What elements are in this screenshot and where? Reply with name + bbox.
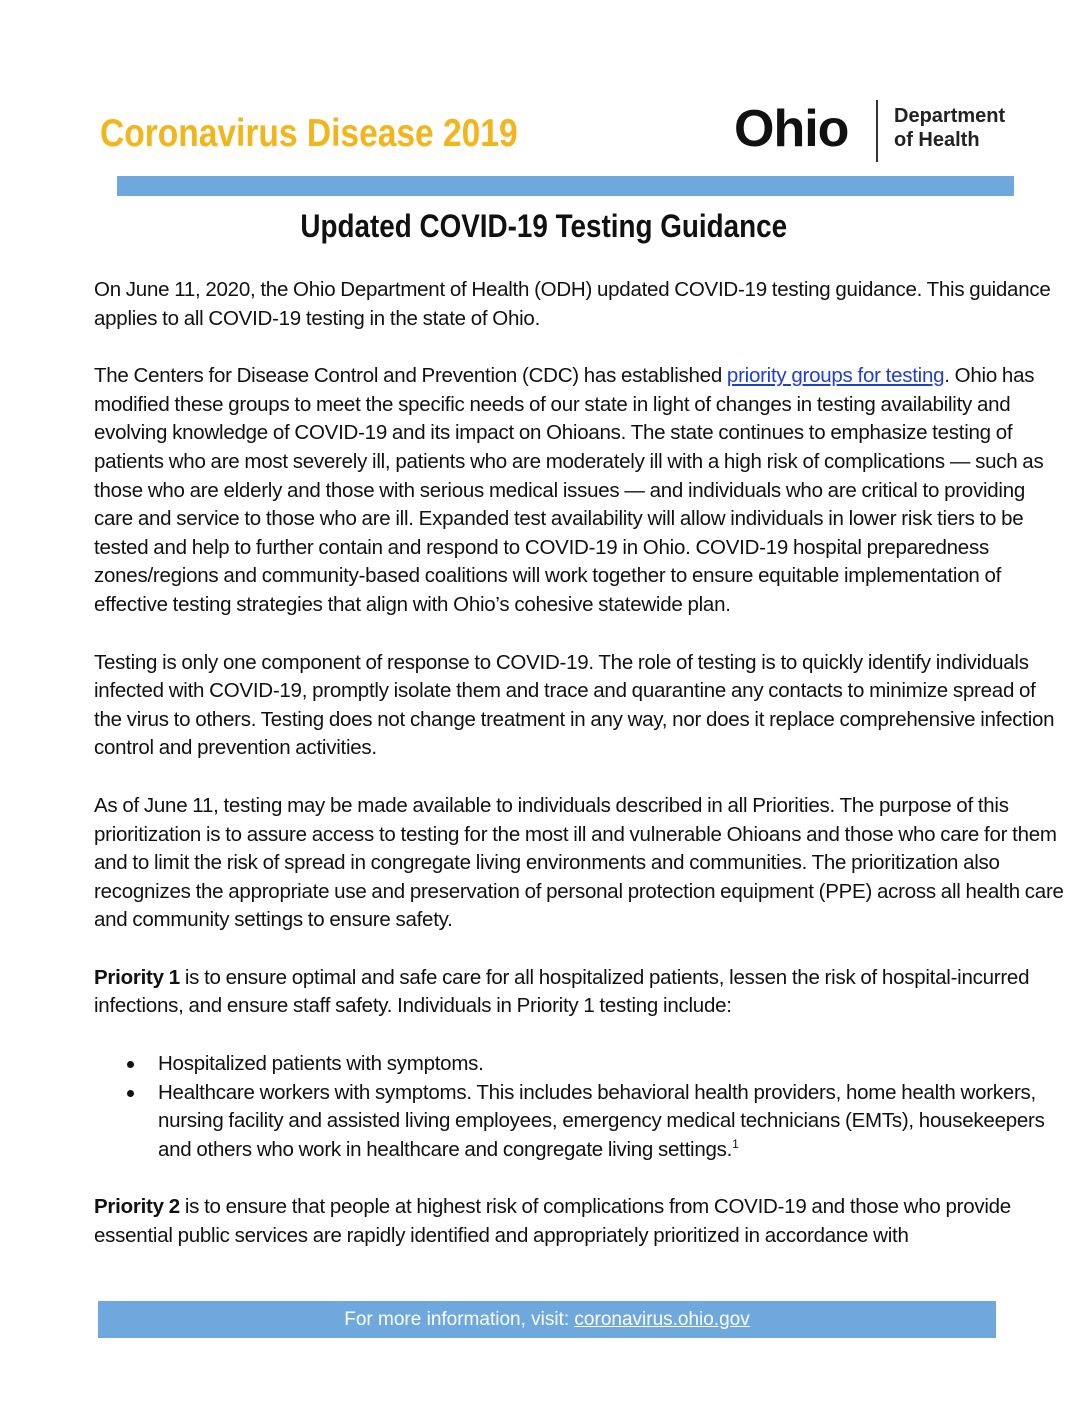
logo-dept-line1: Department	[894, 105, 1006, 127]
paragraph-prioritization: As of June 11, testing may be made available to individuals described in all Priorities. The purpose of this prioritization is to assure access to testing for the most ill and vulnerable Ohioans and those who care for them and to limit the risk of spread in congregate living environments and communities. The prioritization also recognizes the appropriate use and preservation of personal protection equipment (PPE) across all health care and community settings to ensure safety.	[94, 793, 1064, 932]
bullet-icon	[127, 1061, 134, 1068]
priority-groups-link[interactable]: priority groups for testing	[726, 364, 945, 388]
list-item	[94, 1079, 1064, 1165]
header-title: Coronavirus Disease 2019	[100, 112, 518, 155]
paragraph-cdc-text-start: The Centers for Disease Control and Prevention (CDC) has established	[94, 364, 727, 388]
paragraph-cdc	[94, 362, 1064, 619]
logo-divider	[876, 100, 878, 162]
list-item-text: Hospitalized patients with symptoms.	[158, 1052, 484, 1076]
document-title-text: Updated COVID-19 Testing Guidance	[300, 208, 788, 244]
logo-dept-line2: of Health	[894, 129, 980, 151]
priority-2-text: is to ensure that people at highest risk of complications from COVID-19 and those who provide essential public services are rapidly identified and appropriately prioritized in accordance with	[94, 1195, 1011, 1248]
paragraph-intro: On June 11, 2020, the Ohio Department of Health (ODH) updated COVID-19 testing guidance. This guidance applies to all COVID-19 testing in the state of Ohio.	[94, 278, 1051, 330]
paragraph-priority-2	[94, 1193, 1064, 1250]
list-item-text: Healthcare workers with symptoms. This includes behavioral health providers, home health workers, nursing facility and assisted living employees, emergency medical technicians (EMTs), housekeepers and others who work in healthcare and congregate living settings.	[158, 1080, 1045, 1161]
priority-2-label: Priority 2	[94, 1195, 180, 1219]
bullet-icon	[127, 1090, 134, 1097]
footer-bar	[98, 1301, 996, 1338]
priority-1-text: is to ensure optimal and safe care for all hospitalized patients, lessen the risk of hospital-incurred infections, and ensure staff safety. Individuals in Priority 1 testing include:	[94, 965, 1030, 1018]
priority-1-list	[94, 1050, 1064, 1164]
footer-website-link[interactable]: coronavirus.ohio.gov	[574, 1309, 750, 1330]
logo-wordmark: Ohio	[734, 100, 849, 158]
footer-text: For more information, visit:	[344, 1309, 575, 1330]
header-divider-bar	[117, 176, 1014, 196]
document-body	[94, 276, 1064, 1280]
priority-1-label: Priority 1	[94, 965, 180, 989]
paragraph-testing-role: Testing is only one component of response to COVID-19. The role of testing is to quickly identify individuals infected with COVID-19, promptly isolate them and trace and quarantine any contacts to minimize spread of the virus to others. Testing does not change treatment in any way, nor does it replace comprehensive infection control and prevention activities.	[94, 650, 1055, 760]
list-item	[94, 1050, 1064, 1079]
paragraph-priority-1	[94, 964, 1064, 1021]
paragraph-cdc-text-end: . Ohio has modified these groups to meet the specific needs of our state in light of changes in testing availability and evolving knowledge of COVID-19 and its impact on Ohioans. The state continues to emphasize testing of patients who are most severely ill, patients who are moderately ill with a high risk of complications — such as those who are elderly and those with serious medical issues — and individuals who are critical to providing care and service to those who are ill. Expanded test availability will allow individuals in lower risk tiers to be tested and help to further contain and respond to COVID-19 in Ohio. COVID-19 hospital preparedness zones/regions and community-based coalitions will work together to ensure equitable implementation of effective testing strategies that align with Ohio’s cohesive statewide plan.	[94, 364, 1044, 616]
logo-department	[894, 104, 1005, 152]
document-title	[0, 208, 1088, 245]
footnote-marker: 1	[732, 1137, 739, 1152]
